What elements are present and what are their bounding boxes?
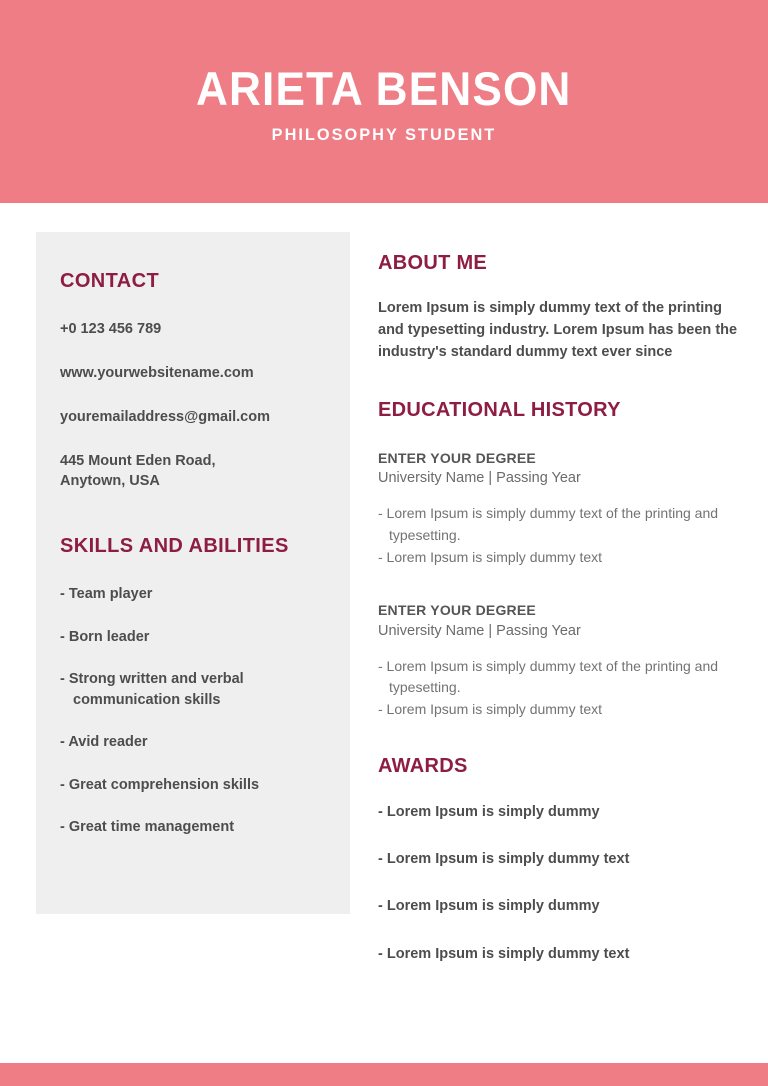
education-heading: EDUCATIONAL HISTORY	[378, 399, 621, 422]
sidebar	[36, 232, 350, 914]
list-item: - Great comprehension skills	[60, 776, 260, 793]
education-bullets	[378, 503, 746, 568]
education-degree: ENTER YOUR DEGREE	[378, 602, 536, 619]
list-item: - Lorem Ipsum is simply dummy text	[378, 701, 603, 718]
job-title: PHILOSOPHY STUDENT	[271, 125, 497, 145]
education-school: University Name | Passing Year	[378, 622, 581, 639]
skills-heading: SKILLS AND ABILITIES	[60, 535, 289, 557]
contact-phone[interactable]: +0 123 456 789	[60, 321, 162, 337]
list-item: - Great time management	[60, 819, 235, 836]
awards-list	[378, 802, 746, 964]
address-line-2: Anytown, USA	[60, 473, 160, 489]
education-degree: ENTER YOUR DEGREE	[378, 450, 536, 467]
list-item: - Lorem Ipsum is simply dummy text	[378, 945, 630, 962]
education-school: University Name | Passing Year	[378, 470, 581, 487]
contact-email[interactable]: youremailaddress@gmail.com	[60, 409, 270, 425]
contact-list	[60, 319, 326, 491]
sidebar-content	[36, 232, 350, 838]
contact-heading: CONTACT	[60, 270, 160, 292]
education-bullets	[378, 656, 746, 721]
list-item: - Avid reader	[60, 734, 148, 751]
about-me-body: Lorem Ipsum is simply dummy text of the printing and typesetting industry. Lorem Ipsum has been the industry's standard dummy text ever since	[378, 300, 738, 361]
contact-website[interactable]: www.yourwebsitename.com	[60, 365, 254, 381]
page-title: ARIETA BENSON	[196, 61, 572, 115]
header-banner	[0, 0, 768, 203]
main-content	[378, 252, 746, 964]
awards-heading: AWARDS	[378, 754, 468, 777]
list-item: - Born leader	[60, 628, 150, 645]
education-entry	[378, 600, 746, 720]
footer-bar	[0, 1063, 768, 1086]
contact-address	[60, 451, 326, 491]
list-item: - Lorem Ipsum is simply dummy	[378, 898, 600, 915]
address-line-1: 445 Mount Eden Road,	[60, 453, 216, 469]
list-item: - Team player	[60, 586, 153, 602]
list-item: - Lorem Ipsum is simply dummy text of the printing and typesetting.	[378, 505, 719, 544]
skills-list	[60, 584, 326, 838]
about-me-heading: ABOUT ME	[378, 252, 488, 274]
list-item: - Lorem Ipsum is simply dummy text of the printing and typesetting.	[378, 657, 719, 696]
education-entry	[378, 448, 746, 568]
list-item: - Lorem Ipsum is simply dummy	[378, 803, 600, 820]
list-item: - Lorem Ipsum is simply dummy text	[378, 548, 603, 565]
list-item: - Strong written and verbal communication skills	[60, 671, 244, 708]
list-item: - Lorem Ipsum is simply dummy text	[378, 851, 630, 868]
